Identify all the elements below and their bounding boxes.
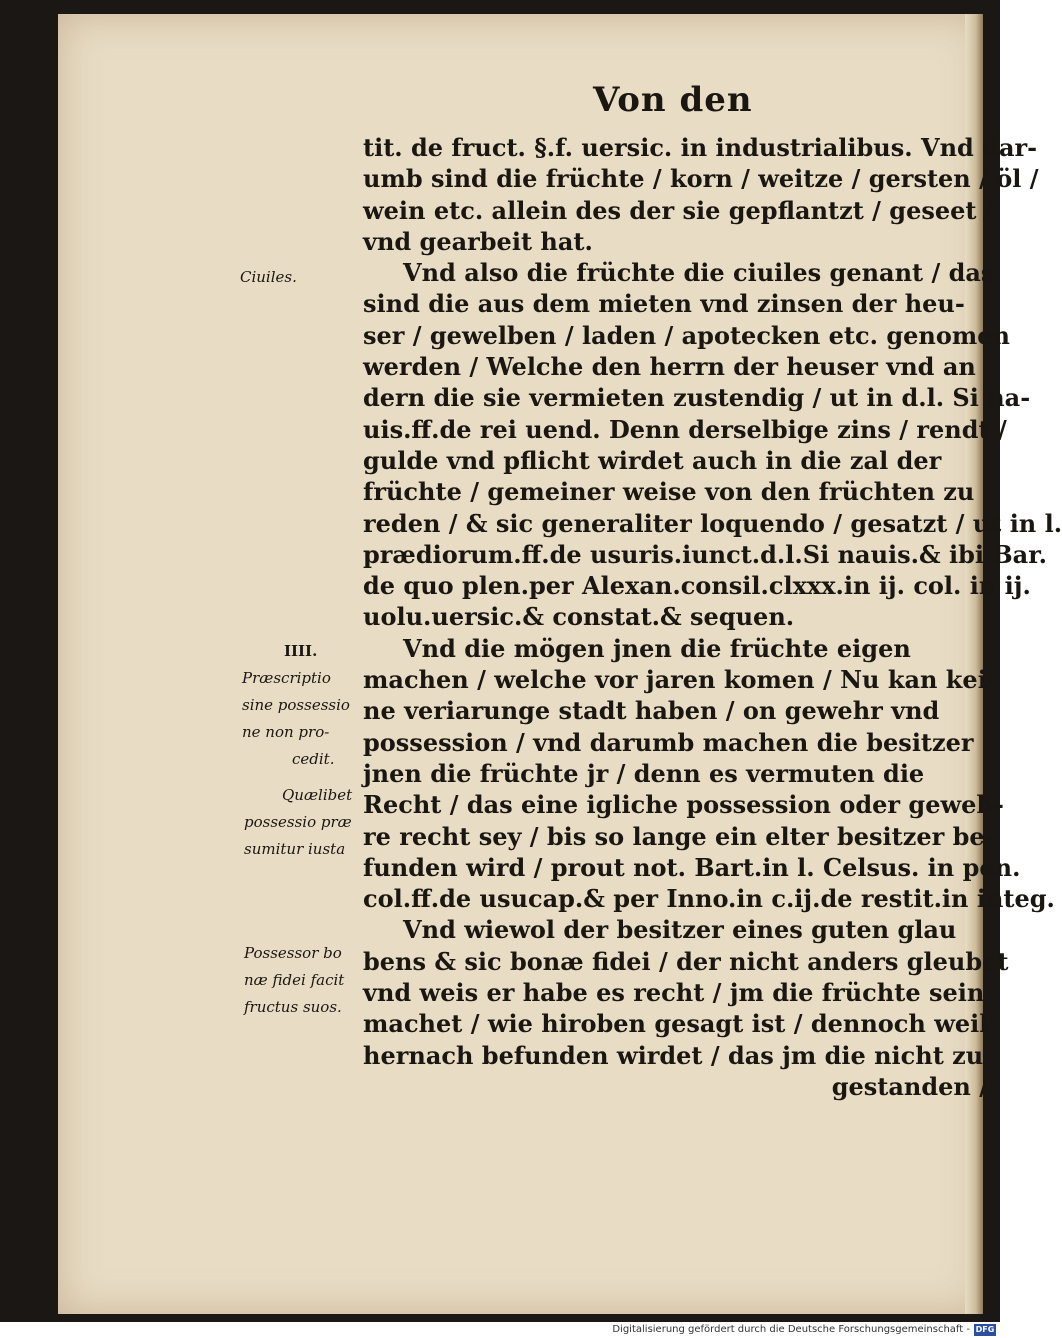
text-line: re recht sey / bis so lange ein elter besitzer be- bbox=[363, 821, 995, 851]
margin-note-line: ne non pro- bbox=[242, 723, 330, 741]
text-line: gestanden / bbox=[831, 1071, 988, 1101]
text-line: Vnd wiewol der besitzer eines guten glau bbox=[403, 915, 957, 945]
text-line: dern die sie vermieten zustendig / ut in d.l. Si na- bbox=[363, 383, 1031, 413]
text-line: vnd gearbeit hat. bbox=[363, 226, 593, 256]
margin-note-line: Possessor bo bbox=[244, 944, 342, 962]
text-line: ne veriarunge stadt haben / on gewehr vnd bbox=[363, 696, 940, 726]
text-line: jnen die früchte jr / denn es vermuten die bbox=[363, 758, 925, 788]
text-line: umb sind die früchte / korn / weitze / gersten / öl / bbox=[363, 164, 1039, 194]
margin-note-possessor bbox=[244, 940, 374, 1021]
text-line: de quo plen.per Alexan.consil.clxxx.in ij. col. in ij. bbox=[363, 571, 1031, 601]
text-line: bens & sic bonæ fidei / der nicht anders gleubet bbox=[363, 946, 1009, 976]
funding-notice: Digitalisierung gefördert durch die Deutsche Forschungsgemeinschaft - bbox=[612, 1324, 970, 1335]
text-line: uolu.uersic.& constat.& sequen. bbox=[363, 602, 795, 632]
text-line: Vnd also die früchte die ciuiles genant / das bbox=[403, 258, 995, 288]
margin-note-line: possessio præ bbox=[244, 813, 352, 831]
margin-note-line: sumitur iusta bbox=[244, 840, 346, 858]
margin-note-line: cedit. bbox=[292, 750, 335, 768]
text-line: früchte / gemeiner weise von den früchten zu bbox=[363, 477, 975, 507]
dfg-logo-icon: DFG bbox=[975, 1325, 995, 1334]
text-line: funden wird / prout not. Bart.in l. Celsus. in pen. bbox=[363, 852, 1021, 882]
main-text-block bbox=[363, 132, 1062, 1102]
margin-note-line: sine possessio bbox=[242, 696, 350, 714]
text-line: sind die aus dem mieten vnd zinsen der heu- bbox=[363, 289, 965, 319]
text-line: machen / welche vor jaren komen / Nu kan kei- bbox=[363, 665, 997, 695]
margin-note-line: Ciuiles. bbox=[240, 268, 297, 286]
text-line: reden / & sic generaliter loquendo / gesatzt / ut in l. bbox=[363, 508, 1062, 538]
margin-note-line: Quælibet bbox=[282, 786, 353, 804]
text-line: prædiorum.ff.de usuris.iunct.d.l.Si nauis.& ibi Bar. bbox=[363, 539, 1048, 569]
text-line: hernach befunden wirdet / das jm die nicht zu bbox=[363, 1040, 984, 1070]
text-line: tit. de fruct. §.f. uersic. in industrialibus. Vnd dar- bbox=[363, 133, 1038, 162]
margin-note-qualibet bbox=[244, 782, 374, 863]
margin-note-line: Præscriptio bbox=[242, 669, 331, 687]
margin-note-line: IIII. bbox=[284, 642, 318, 660]
text-line: Recht / das eine igliche possession oder geweh- bbox=[363, 790, 1004, 820]
text-line: possession / vnd darumb machen die besitzer bbox=[363, 727, 974, 757]
text-line: uis.ff.de rei uend. Denn derselbige zins / rendt / bbox=[363, 414, 1007, 444]
margin-note-praescriptio bbox=[242, 638, 372, 773]
margin-note-ciuiles bbox=[240, 264, 297, 291]
text-line: ser / gewelben / laden / apotecken etc. genomen bbox=[363, 320, 1010, 350]
text-line: wein etc. allein des der sie gepflantzt / geseet / bbox=[363, 195, 994, 225]
text-line: gulde vnd pflicht wirdet auch in die zal der bbox=[363, 445, 942, 475]
text-line: Vnd die mögen jnen die früchte eigen bbox=[403, 633, 911, 663]
text-line: werden / Welche den herrn der heuser vnd an bbox=[363, 352, 976, 382]
running-header: Von den bbox=[593, 80, 753, 120]
text-line: col.ff.de usucap.& per Inno.in c.ij.de restit.in integ. bbox=[363, 884, 1055, 914]
text-line: machet / wie hiroben gesagt ist / dennoch weil bbox=[363, 1009, 989, 1039]
footer-bar bbox=[0, 1322, 1000, 1338]
margin-note-line: næ fidei facit bbox=[244, 971, 345, 989]
margin-note-line: fructus suos. bbox=[244, 998, 342, 1016]
text-line: vnd weis er habe es recht / jm die früchte sein bbox=[363, 978, 985, 1008]
book-page bbox=[58, 14, 1062, 1314]
